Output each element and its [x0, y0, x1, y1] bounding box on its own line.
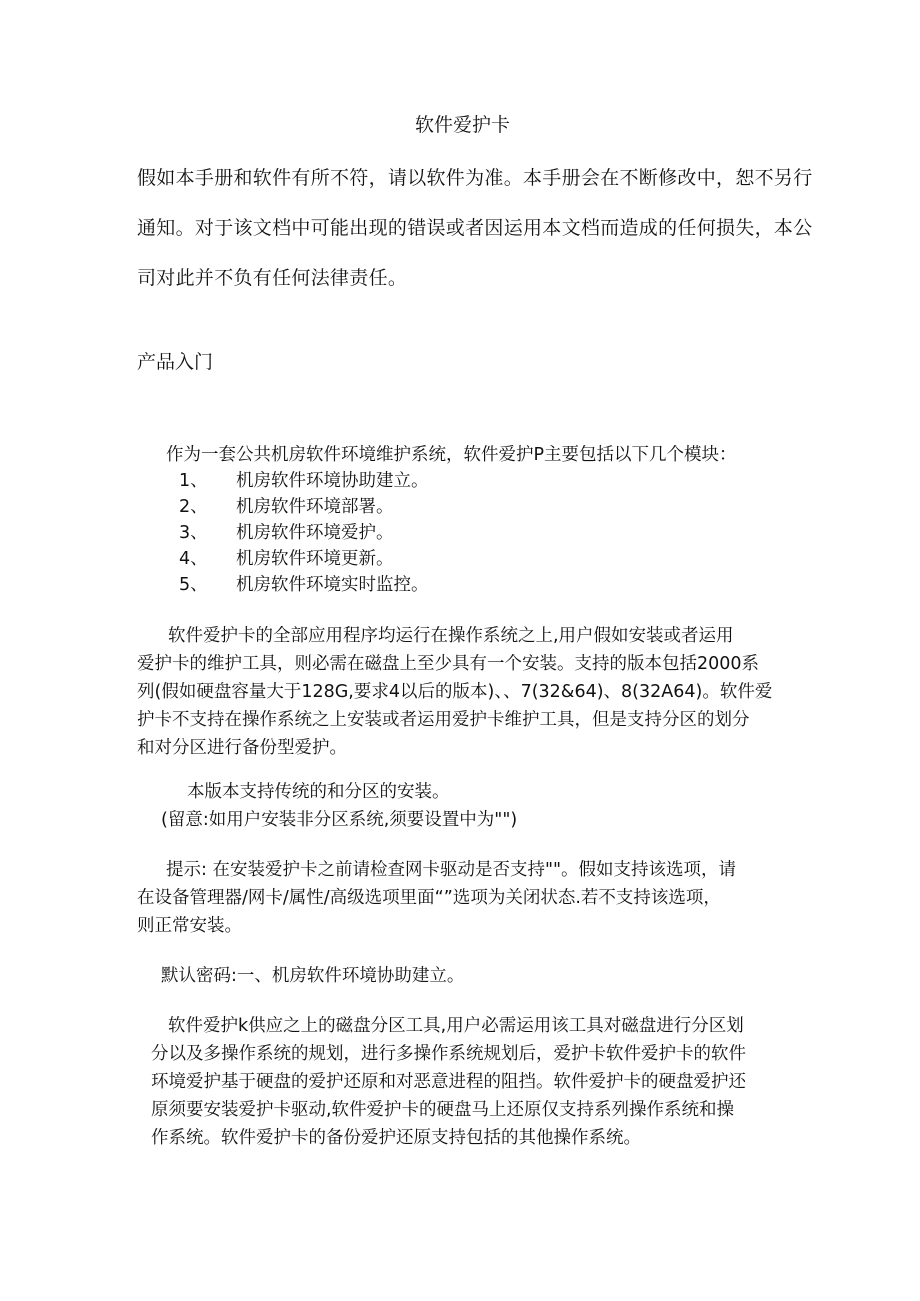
requirements-line: 软件爱护卡的全部应用程序均运行在操作系统之上,用户假如安装或者运用	[168, 626, 734, 646]
disclaimer-line: 假如本手册和软件有所不符，请以软件为准。本手册会在不断修改中，恕不另行	[137, 167, 813, 189]
list-item-text: 机房软件环境协助建立。	[236, 471, 429, 491]
partition-line: 软件爱护k供应之上的磁盘分区工具,用户必需运用该工具对磁盘进行分区划	[168, 1016, 744, 1036]
requirements-line: 爱护卡的维护工具，则必需在磁盘上至少具有一个安装。支持的版本包括2000系	[137, 654, 760, 674]
section-heading: 产品入门	[137, 351, 214, 373]
partition-line: 环境爱护基于硬盘的爱护还原和对恶意进程的阻挡。软件爱护卡的硬盘爱护还	[151, 1072, 746, 1092]
tip-line: 提示: 在安装爱护卡之前请检查网卡驱动是否支持""。假如支持该选项，请	[166, 860, 737, 880]
disclaimer-line: 司对此并不负有任何法律责任。	[137, 267, 408, 289]
intro-text: 作为一套公共机房软件环境维护系统，软件爱护P主要包括以下几个模块：	[166, 445, 737, 465]
tip-line: 则正常安装。	[137, 916, 242, 936]
list-item-number: 4、	[179, 549, 208, 569]
partition-line: 分以及多操作系统的规划，进行多操作系统规划后，爱护卡软件爱护卡的软件	[151, 1044, 746, 1064]
requirements-line: 护卡不支持在操作系统之上安装或者运用爱护卡维护工具，但是支持分区的划分	[137, 710, 750, 730]
list-item-text: 机房软件环境爱护。	[236, 523, 394, 543]
list-item-text: 机房软件环境部署。	[236, 497, 394, 517]
list-item-number: 2、	[179, 497, 208, 517]
partition-line: 原须要安装爱护卡驱动,软件爱护卡的硬盘马上还原仅支持系列操作系统和操	[151, 1100, 735, 1120]
default-password: 默认密码:一、机房软件环境协助建立。	[161, 966, 465, 986]
list-item-number: 1、	[179, 471, 208, 491]
requirements-line: 列(假如硬盘容量大于128G,要求4以后的版本)、、7(32&64)、8(32A64)。软件爱	[137, 682, 773, 702]
partition-line: 作系统。软件爱护卡的备份爱护还原支持包括的其他操作系统。	[151, 1128, 641, 1148]
document-title: 软件爱护卡	[415, 114, 511, 136]
support-line: 本版本支持传统的和分区的安装。	[187, 782, 450, 802]
requirements-line: 和对分区进行备份型爱护。	[137, 738, 347, 758]
tip-line: 在设备管理器/网卡/属性/高级选项里面“”选项为关闭状态.若不支持该选项，	[137, 888, 721, 908]
list-item-text: 机房软件环境实时监控。	[236, 575, 429, 595]
list-item-number: 3、	[179, 523, 208, 543]
support-note: (留意:如用户安装非分区系统,须要设置中为"")	[161, 810, 518, 830]
list-item-text: 机房软件环境更新。	[236, 549, 394, 569]
disclaimer-line: 通知。对于该文档中可能出现的错误或者因运用本文档而造成的任何损失，本公	[137, 217, 813, 239]
list-item-number: 5、	[179, 575, 208, 595]
